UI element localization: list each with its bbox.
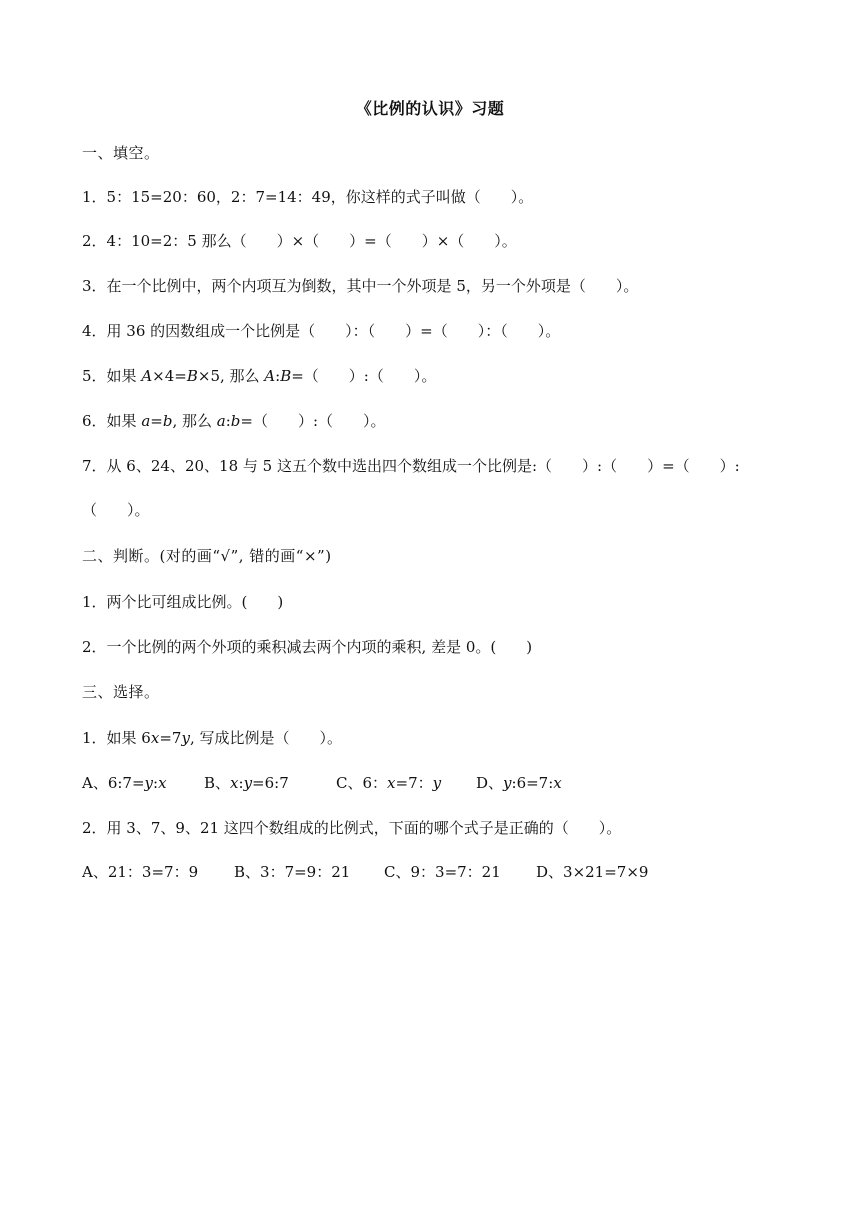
question-1-6: 6．如果 a=b, 那么 a:b=（ ）:（ ）。 (82, 412, 386, 430)
option-d: D、y:6=7:x (476, 774, 562, 792)
option-c: C、6：x=7：y (336, 774, 442, 792)
section-heading-fill-blank: 一、填空。 (82, 144, 160, 162)
page-title: 《比例的认识》习题 (355, 99, 505, 118)
option-d: D、3×21=7×9 (536, 863, 649, 881)
question-1-7-line2: （ ）。 (82, 501, 150, 519)
question-1-3: 3．在一个比例中，两个内项互为倒数，其中一个外项是 5，另一个外项是（ ）。 (82, 277, 639, 295)
option-a: A、6:7=y:x (82, 774, 167, 792)
question-2-2: 2．一个比例的两个外项的乘积减去两个内项的乘积, 差是 0。( ) (82, 638, 533, 656)
question-1-7-line1: 7．从 6、24、20、18 与 5 这五个数中选出四个数组成一个比例是:（ ）:（ ）=（ ）: (82, 457, 740, 475)
option-a: A、21：3=7：9 (82, 863, 199, 881)
question-3-2: 2．用 3、7、9、21 这四个数组成的比例式，下面的哪个式子是正确的（ ）。 (82, 819, 622, 837)
section-heading-choice: 三、选择。 (82, 683, 160, 701)
question-1-4: 4．用 36 的因数组成一个比例是（ ）：（ ）=（ ）：（ ）。 (82, 322, 561, 340)
section-heading-true-false: 二、判断。(对的画“√”, 错的画“×”) (82, 547, 332, 565)
question-1-5: 5．如果 A×4=B×5, 那么 A:B=（ ）:（ ）。 (82, 367, 437, 385)
option-b: B、3：7=9：21 (234, 863, 351, 881)
option-c: C、9：3=7：21 (384, 863, 501, 881)
question-1-1: 1．5：15=20：60，2：7=14：49，你这样的式子叫做（ ）。 (82, 188, 534, 206)
question-2-1: 1．两个比可组成比例。( ) (82, 593, 284, 611)
option-b: B、x:y=6:7 (204, 774, 289, 792)
question-1-2: 2．4：10=2：5 那么（ ）×（ ）=（ ）×（ ）。 (82, 232, 517, 250)
question-3-1: 1．如果 6x=7y, 写成比例是（ ）。 (82, 729, 342, 747)
